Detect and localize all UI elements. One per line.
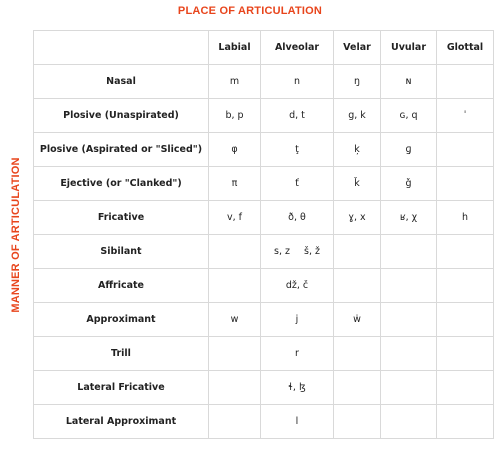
cell-uvular [381,269,437,303]
header-corner [34,31,209,65]
cell-glottal: h [437,201,494,235]
row-label: Nasal [34,65,209,99]
table-row [34,201,494,235]
cell-labial: π [209,167,261,201]
cell-labial [209,269,261,303]
cell-alveolar: ð, θ [261,201,334,235]
cell-velar [334,269,381,303]
cell-uvular: ɴ [381,65,437,99]
cell-labial: b, p [209,99,261,133]
chart-body [34,65,494,439]
cell-alveolar: n [261,65,334,99]
cell-uvular: ɢ, q [381,99,437,133]
cell-velar [334,405,381,439]
row-label: Approximant [34,303,209,337]
table-row [34,371,494,405]
cell-uvular: ɡ̧ [381,133,437,167]
row-label: Lateral Fricative [34,371,209,405]
header-row [34,31,494,65]
cell-alveolar [261,235,334,269]
cell-velar: ẇ [334,303,381,337]
cell-glottal: ˈ [437,99,494,133]
table-row [34,405,494,439]
table-row [34,65,494,99]
cell-labial: φ [209,133,261,167]
cell-velar [334,235,381,269]
cell-alveolar: ť [261,167,334,201]
cell-alveolar: j [261,303,334,337]
row-label: Fricative [34,201,209,235]
cell-velar: g, k [334,99,381,133]
cell-uvular: ǧ [381,167,437,201]
cell-uvular [381,371,437,405]
row-label: Sibilant [34,235,209,269]
cell-labial [209,371,261,405]
cell-glottal [437,405,494,439]
row-label: Lateral Approximant [34,405,209,439]
cell-alveolar: d, t [261,99,334,133]
cell-velar: ķ [334,133,381,167]
cell-glottal [437,133,494,167]
cell-uvular [381,303,437,337]
cell-glottal [437,371,494,405]
cell-velar [334,371,381,405]
column-header-labial: Labial [209,31,261,65]
cell-glottal [437,303,494,337]
cell-glottal [437,337,494,371]
cell-labial [209,337,261,371]
cell-alveolar: dž, č [261,269,334,303]
cell-velar: ŋ [334,65,381,99]
row-label: Ejective (or "Clanked") [34,167,209,201]
row-label: Plosive (Aspirated or "Sliced") [34,133,209,167]
cell-velar [334,337,381,371]
cell-labial [209,235,261,269]
row-label: Trill [34,337,209,371]
table-row [34,269,494,303]
table-row [34,99,494,133]
cell-uvular: ʁ, χ [381,201,437,235]
cell-alveolar: ɬ, ɮ [261,371,334,405]
cell-labial: v, f [209,201,261,235]
cell-glottal [437,167,494,201]
cell-glottal [437,235,494,269]
table-row [34,303,494,337]
cell-alveolar: ţ [261,133,334,167]
column-header-velar: Velar [334,31,381,65]
table-row [34,337,494,371]
cell-symbol: s, z [274,246,290,257]
cell-uvular [381,235,437,269]
cell-velar: ǩ [334,167,381,201]
row-label: Plosive (Unaspirated) [34,99,209,133]
cell-alveolar: l [261,405,334,439]
cell-uvular [381,405,437,439]
place-of-articulation-title: PLACE OF ARTICULATION [177,5,323,17]
cell-uvular [381,337,437,371]
cell-glottal [437,269,494,303]
manner-of-articulation-title: MANNER OF ARTICULATION [10,157,22,313]
cell-alveolar: r [261,337,334,371]
row-label: Affricate [34,269,209,303]
table-row [34,235,494,269]
cell-labial [209,405,261,439]
column-header-glottal: Glottal [437,31,494,65]
consonant-chart-table [33,30,494,439]
cell-labial: w [209,303,261,337]
cell-labial: m [209,65,261,99]
cell-velar: ɣ, x [334,201,381,235]
column-header-alveolar: Alveolar [261,31,334,65]
table-row [34,167,494,201]
cell-glottal [437,65,494,99]
column-header-uvular: Uvular [381,31,437,65]
table-row [34,133,494,167]
cell-symbol: š, ž [304,246,320,257]
